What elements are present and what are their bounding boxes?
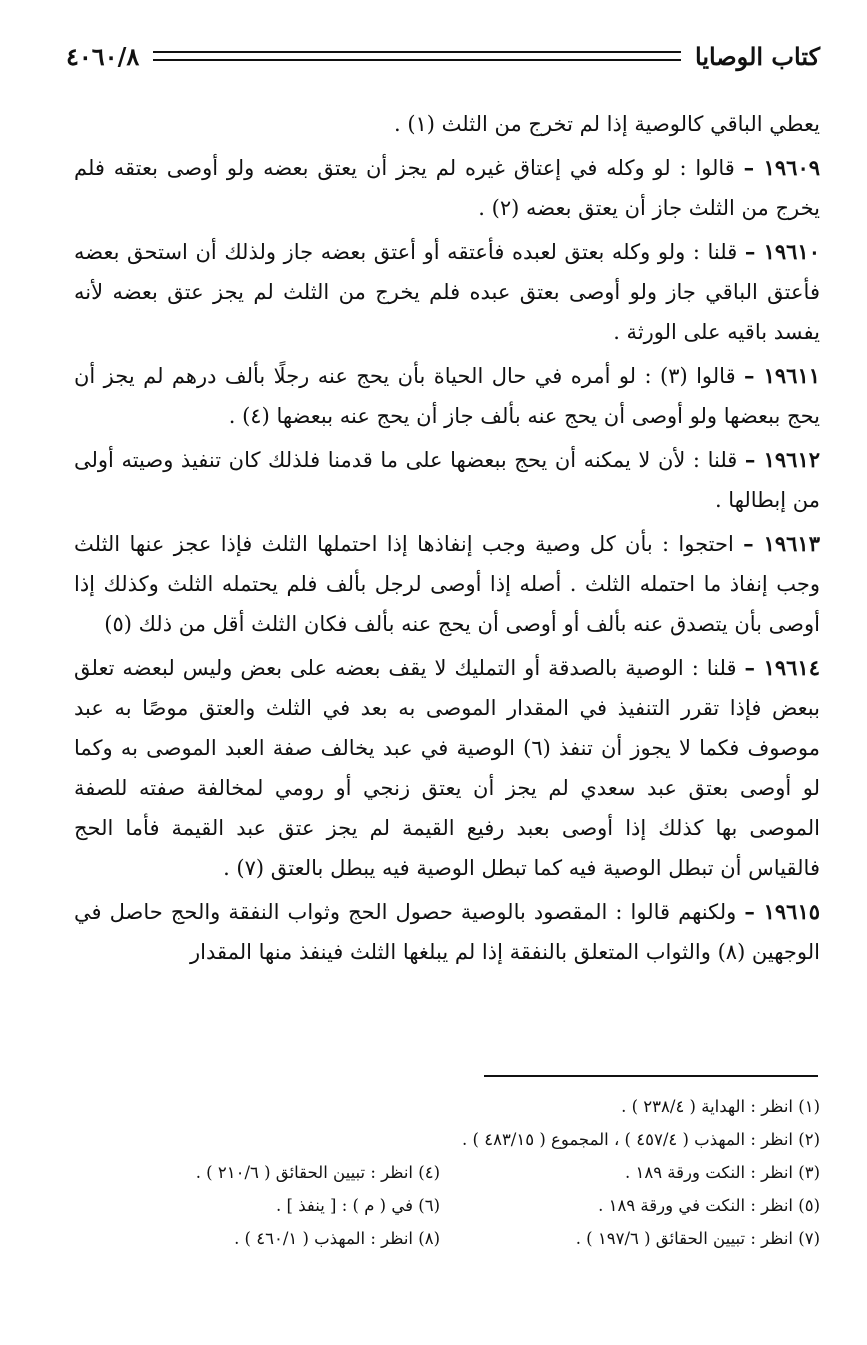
paragraph [74,148,820,228]
running-header [66,36,820,76]
paragraph-text: يعطي الباقي كالوصية إذا لم تخرج من الثلث (١) . [393,112,820,136]
footnote: (٨) انظر : المهذب ( ٤٦٠/١ ) . [234,1229,440,1248]
footnote-row [60,1189,820,1222]
paragraph-number: ١٩٦١٢ – [744,447,821,472]
footnote: (٤) انظر : تبيين الحقائق ( ٢١٠/٦ ) . [195,1163,440,1182]
paragraph-number: ١٩٦١٠ – [744,239,820,264]
footnote-row [60,1222,820,1255]
paragraph-text: قالوا : لو وكله في إعتاق غيره لم يجز أن يعتق بعضه ولو أوصى بعتقه فلم يخرج من الثلث جاز أن يعتق بعضه (٢) . [74,156,820,220]
paragraph-text: احتجوا : بأن كل وصية وجب إنفاذها إذا احتملها الثلث فإذا عجز عنها الثلث وجب إنفاذ ما احتمله الثلث . أصله إذا أوصى لرجل بألف فلم يحتمله الثلث وكذلك إذا أوصى بأن يتصدق عنه بألف أو أوصى أن يحج عنه بألف فكان الثلث أقل من ذلك (٥) [74,532,820,636]
chapter-title: كتاب الوصايا [695,41,820,71]
page-number: ٤٠٦٠/٨ [66,41,140,71]
footnote-separator [484,1075,818,1077]
footnote: (٣) انظر : النكت ورقة ١٨٩ . [624,1163,820,1182]
paragraph [74,524,820,644]
paragraph-text: قالوا (٣) : لو أمره في حال الحياة بأن يحج عنه رجلًا بألف درهم لم يجز أن يحج ببعضها ولو أوصى أن يحج عنه بألف جاز أن يحج عنه ببعضها (٤) . [74,364,820,428]
paragraph-text: قلنا : الوصية بالصدقة أو التمليك لا يقف بعضه على بعض وليس لبعضه تعلق ببعض فإذا تقرر التنفيذ في المقدار الموصى به بعد في الثلث والعتق موصًا به عبد موصوف فكما لا يجوز أن تنفذ (٦) الوصية في عبد يخالف صفة العبد الموصى به وكما لو أوصى بعتق عبد سعدي لم يجز أن يعتق زنجي أو رومي لمخالفة صفته للصفة الموصى بها كذلك إذا أوصى بعبد رفيع القيمة لم يجز عتق عبد القيمة فأما الحج فالقياس أن تبطل الوصية فيه كما تبطل الوصية فيه يبطل بالعتق (٧) . [74,656,820,880]
footnote-row [60,1156,820,1189]
paragraph-text: قلنا : ولو وكله بعتق لعبده فأعتقه أو أعتق بعضه جاز ولذلك أن استحق بعضه فأعتق الباقي جاز ولو أوصى بعتق عبده فلم يخرج من الثلث لم يجز عتق بعضه لأنه يفسد باقيه على الورثة . [74,240,820,344]
footnote: (٥) انظر : النكت في ورقة ١٨٩ . [598,1196,820,1215]
paragraph [74,104,820,144]
paragraph [74,440,820,520]
footnote: (٧) انظر : تبيين الحقائق ( ١٩٧/٦ ) . [575,1229,820,1248]
paragraph-text: قلنا : لأن لا يمكنه أن يحج ببعضها على ما قدمنا فلذلك كان تنفيذ وصيته أولى من إبطالها . [74,448,820,512]
paragraph-number: ١٩٦١٣ – [743,531,820,556]
header-double-rule [153,51,681,61]
footnote-row [60,1123,820,1156]
footnote: (٢) انظر : المهذب ( ٤٥٧/٤ ) ، المجموع ( ٤٨٣/١٥ ) . [462,1130,820,1149]
footnote: (٦) في ( م ) : [ ينفذ ] . [276,1196,440,1215]
paragraph [74,356,820,436]
main-text [74,104,820,976]
footnotes [60,1090,820,1255]
paragraph [74,648,820,888]
paragraph-number: ١٩٦١٤ – [744,655,820,680]
paragraph [74,232,820,352]
paragraph-number: ١٩٦١١ – [744,363,821,388]
footnote: (١) انظر : الهداية ( ٢٣٨/٤ ) . [621,1097,820,1116]
paragraph [74,892,820,972]
footnote-row [60,1090,820,1123]
paragraph-text: ولكنهم قالوا : المقصود بالوصية حصول الحج وثواب النفقة والحج حاصل في الوجهين (٨) والثواب المتعلق بالنفقة إذا لم يبلغها الثلث فينفذ منها المقدار [74,900,820,964]
paragraph-number: ١٩٦١٥ – [744,899,821,924]
paragraph-number: ١٩٦٠٩ – [743,155,821,180]
